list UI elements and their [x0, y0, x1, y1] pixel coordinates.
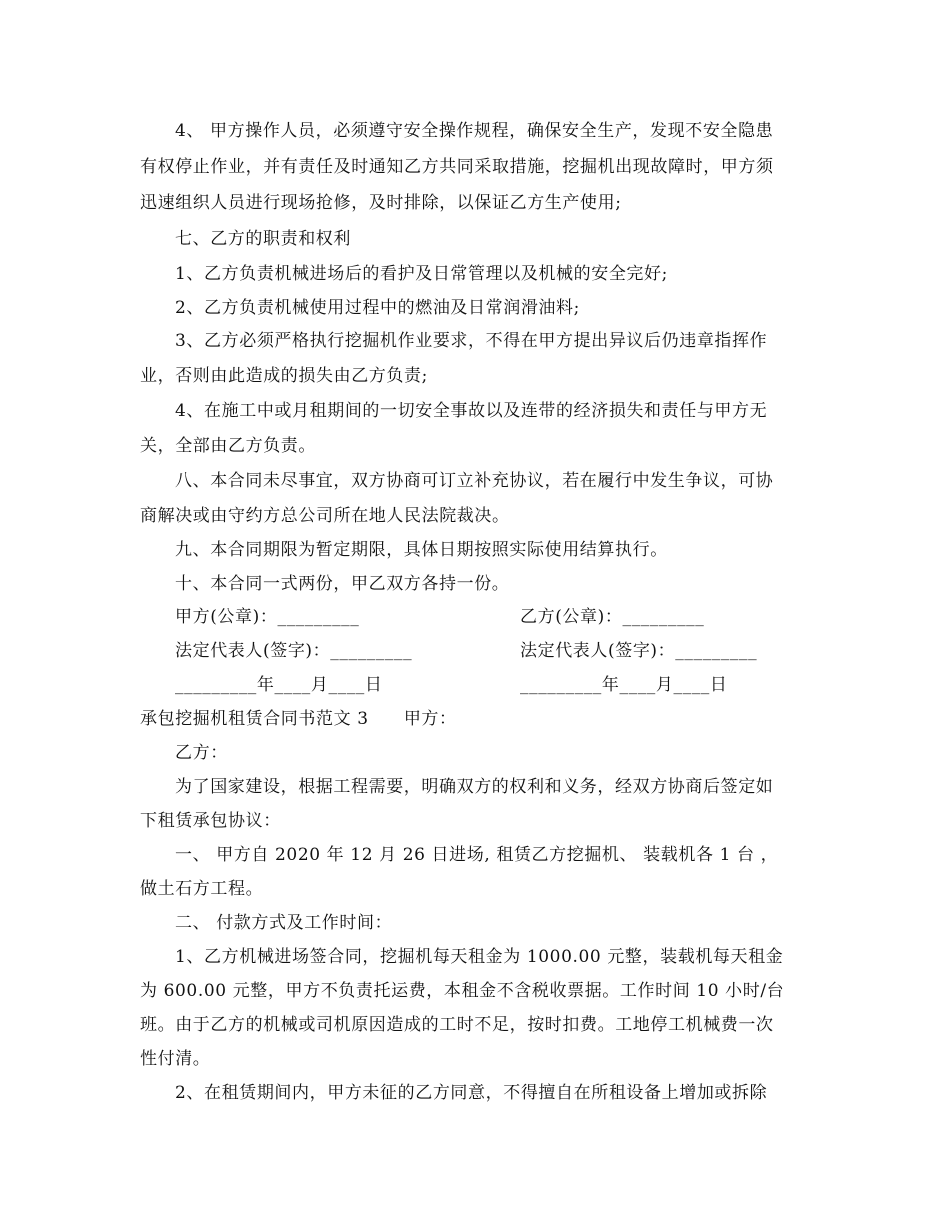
text-line: 一、 甲方自 2020 年 12 月 26 日进场, 租赁乙方挖掘机、 装载机各 1 台 ，	[175, 845, 779, 865]
party-b-seal: 乙方(公章)：_________	[520, 607, 705, 627]
text-line: 迅速组织人员进行现场抢修，及时排除，以保证乙方生产使用;	[140, 193, 622, 213]
section-heading: 二、 付款方式及工作时间：	[175, 913, 393, 933]
party-a-representative: 法定代表人(签字)：_________	[175, 641, 413, 661]
text-line: 商解决或由守约方总公司所在地人民法院裁决。	[140, 506, 510, 526]
party-a-date: _________年____月____日	[175, 675, 383, 695]
text-line: 八、本合同未尽事宜，双方协商可订立补充协议，若在履行中发生争议，可协	[175, 471, 774, 491]
text-line: 业，否则由此造成的损失由乙方负责;	[140, 366, 428, 386]
text-line: 乙方：	[175, 743, 228, 763]
party-b-date: _________年____月____日	[520, 675, 728, 695]
text-line: 做土石方工程。	[140, 879, 264, 899]
party-a-seal: 甲方(公章)：_________	[175, 607, 360, 627]
text-line: 2、在租赁期间内，甲方未征的乙方同意，不得擅自在所租设备上增加或拆除	[175, 1083, 768, 1103]
text-line: 有权停止作业，并有责任及时通知乙方共同采取措施，挖掘机出现故障时，甲方须	[140, 157, 774, 177]
text-line: 4、在施工中或月租期间的一切安全事故以及连带的经济损失和责任与甲方无	[175, 401, 768, 421]
text-line: 九、本合同期限为暂定期限，具体日期按照实际使用结算执行。	[175, 540, 668, 560]
text-line: 十、本合同一式两份，甲乙双方各持一份。	[175, 574, 510, 594]
text-line: 1、乙方负责机械进场后的看护及日常管理以及机械的安全完好;	[175, 264, 668, 284]
text-line: 班。由于乙方的机械或司机原因造成的工时不足，按时扣费。工地停工机械费一次	[140, 1015, 774, 1035]
text-line: 为 600.00 元整，甲方不负责托运费，本租金不含税收票据。工作时间 10 小时/台	[140, 981, 785, 1001]
text-line: 2、乙方负责机械使用过程中的燃油及日常润滑油料;	[175, 298, 580, 318]
section-heading: 七、乙方的职责和权利	[175, 229, 351, 249]
text-line: 下租赁承包协议：	[140, 811, 281, 831]
text-line: 1、乙方机械进场签合同，挖掘机每天租金为 1000.00 元整，装载机每天租金	[175, 947, 784, 967]
text-line: 性付清。	[140, 1049, 211, 1069]
sample-title: 承包挖掘机租赁合同书范文 3 甲方：	[140, 709, 457, 729]
text-line: 3、乙方必须严格执行挖掘机作业要求，不得在甲方提出异议后仍违章指挥作	[175, 331, 768, 351]
text-line: 关，全部由乙方负责。	[140, 436, 316, 456]
text-line: 为了国家建设，根据工程需要，明确双方的权利和义务，经双方协商后签定如	[175, 777, 774, 797]
party-b-representative: 法定代表人(签字)：_________	[520, 641, 758, 661]
text-line: 4、 甲方操作人员，必须遵守安全操作规程，确保安全生产，发现不安全隐患	[175, 121, 774, 141]
